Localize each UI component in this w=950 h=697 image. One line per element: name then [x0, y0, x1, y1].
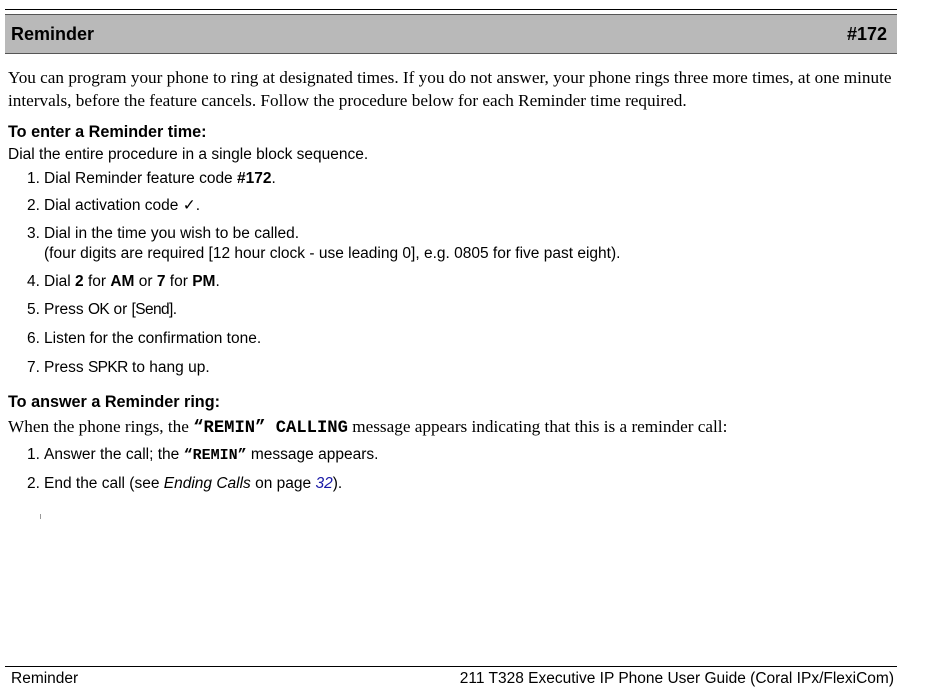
- intro-paragraph: You can program your phone to ring at designated times. If you do not answer, your phone rings three more times, at one minute intervals, before the feature cancels. Follow the procedure below for each Reminder time required.: [8, 68, 892, 110]
- list-item: 1. Answer the call; the “REMIN” message appears.: [27, 446, 379, 464]
- answer-heading: To answer a Reminder ring:: [8, 393, 220, 411]
- page-link[interactable]: 32: [315, 475, 333, 492]
- stray-mark: [40, 514, 41, 519]
- answer-steps: [8, 445, 893, 494]
- list-item: 7. Press SPKR to hang up.: [27, 359, 210, 376]
- footer-section-name: Reminder: [11, 670, 79, 687]
- section-header: [5, 14, 897, 54]
- list-item: 1. Dial Reminder feature code #172.: [27, 170, 276, 187]
- top-rule: [5, 9, 897, 10]
- answer-intro: When the phone rings, the “REMIN” CALLING message appears indicating that this is a reminder call:: [8, 417, 728, 438]
- footer-rule: [5, 666, 897, 667]
- list-item: 6. Listen for the confirmation tone.: [27, 330, 262, 347]
- list-item: 2. Dial activation code ✓.: [27, 197, 201, 214]
- list-item: 3. Dial in the time you wish to be called. (four digits are required [12 hour clock - use leading 0], e.g. 0805 for five past eight).: [27, 225, 621, 262]
- enter-steps: [8, 169, 893, 378]
- display-message: “REMIN”: [183, 447, 247, 464]
- section-title: Reminder: [11, 23, 95, 44]
- feature-code: #172: [846, 23, 887, 44]
- list-item: 2. End the call (see Ending Calls on page 32).: [27, 475, 343, 492]
- page-content: [8, 66, 893, 494]
- enter-heading: To enter a Reminder time:: [8, 123, 207, 141]
- time-format-note: (four digits are required [12 hour clock - use leading 0], e.g. 0805 for five past eight).: [44, 245, 621, 262]
- display-message: “REMIN” CALLING: [193, 419, 348, 438]
- spkr-key: SPKR: [87, 359, 128, 376]
- list-item: 4. Dial 2 for AM or 7 for PM.: [27, 273, 220, 290]
- footer-page-info: 211 T328 Executive IP Phone User Guide (Coral IPx/FlexiCom): [459, 670, 894, 687]
- list-item: 5. Press OK or [Send].: [27, 301, 178, 318]
- ok-key: OK: [87, 301, 110, 318]
- ending-calls-reference: Ending Calls: [163, 475, 251, 492]
- send-key: [Send]: [131, 301, 173, 318]
- enter-subtext: Dial the entire procedure in a single block sequence.: [8, 146, 369, 163]
